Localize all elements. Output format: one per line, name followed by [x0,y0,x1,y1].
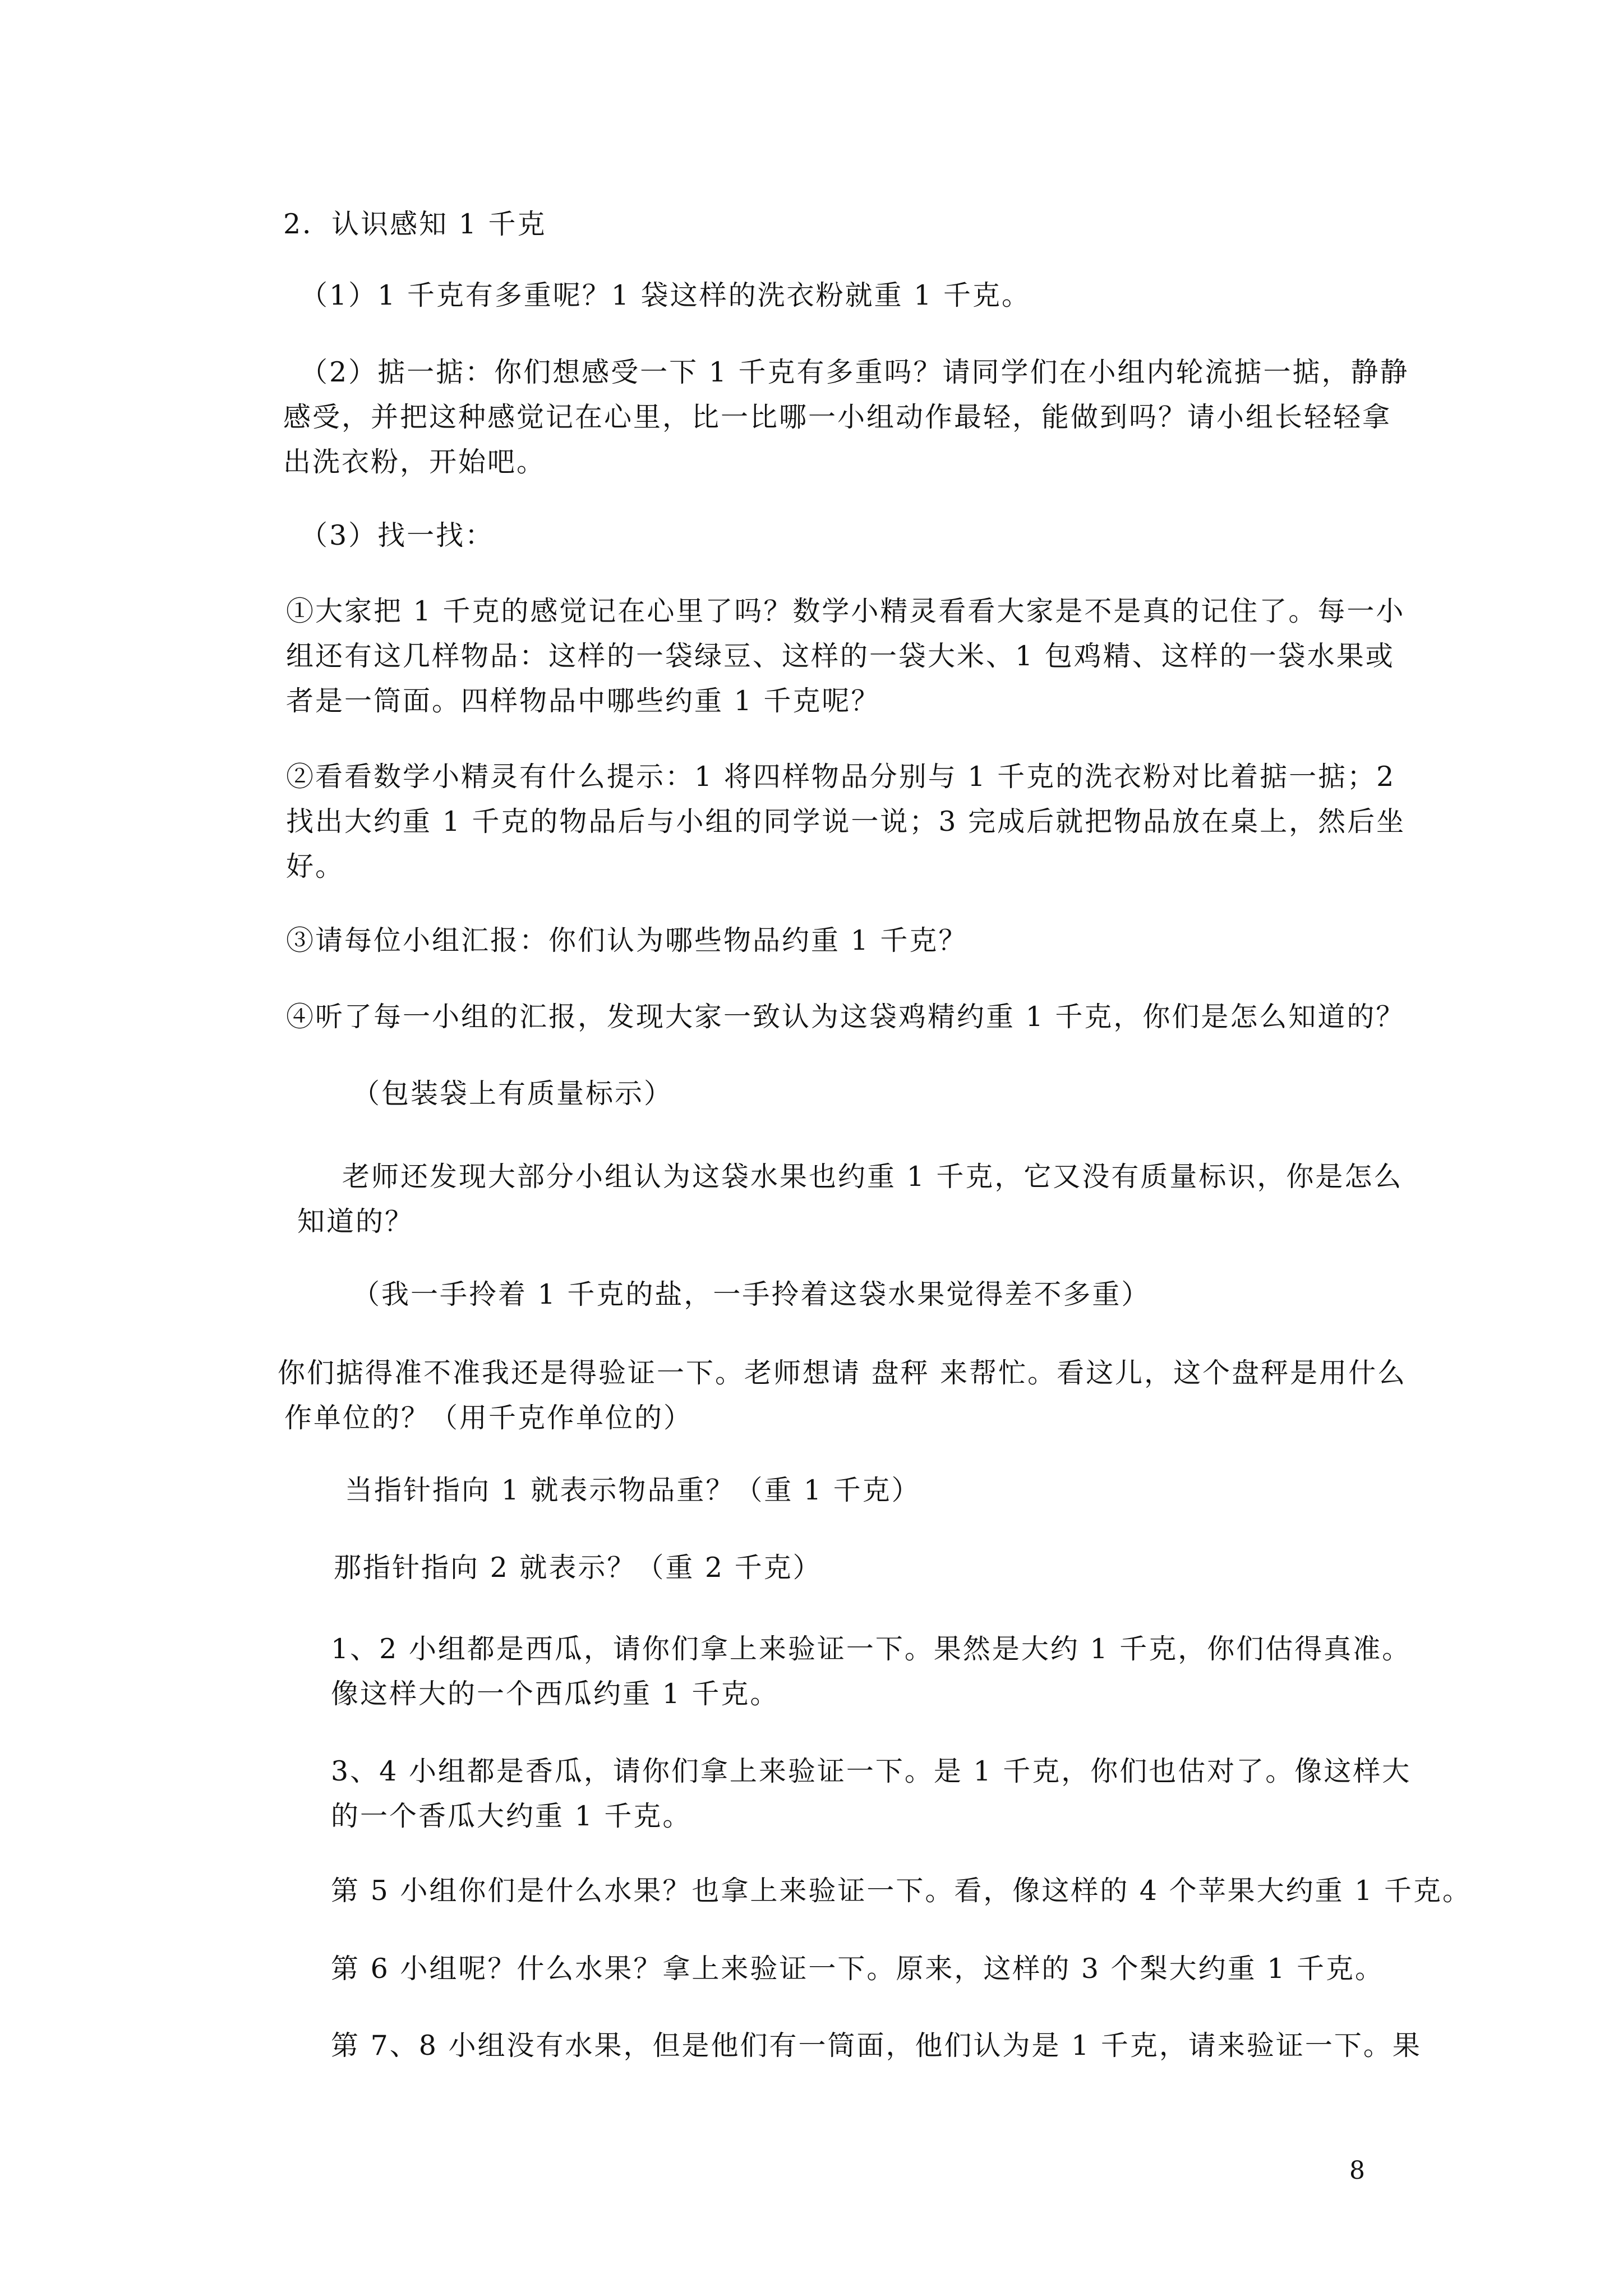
paragraph [286,589,1405,724]
text-line: 知道的？ [297,1205,414,1237]
paragraph [286,918,967,963]
text-line: ②看看数学小精灵有什么提示：1 将四样物品分别与 1 千克的洗衣粉对比着掂一掂；2 [286,761,1396,793]
paragraph [352,1071,673,1116]
text-line: 组还有这几样物品：这样的一袋绿豆、这样的一袋大米、1 包鸡精、这样的一袋水果或 [286,640,1395,672]
paragraph [334,1545,822,1590]
paragraph [300,513,494,558]
text-line: （包装袋上有质量标示） [352,1078,674,1110]
text-line: 3、4 小组都是香瓜，请你们拿上来验证一下。是 1 千克，你们也估对了。像这样大 [331,1755,1412,1787]
text-line: 你们掂得准不准我还是得验证一下。老师想请 盘秤 来帮忙。看这儿，这个盘秤是用什么 [278,1357,1407,1389]
paragraph [278,1351,1407,1441]
paragraph [331,1947,1384,1991]
text-line: ④听了每一小组的汇报，发现大家一致认为这袋鸡精约重 1 千克，你们是怎么知道的？ [286,1001,1405,1033]
text-line: 者是一筒面。四样物品中哪些约重 1 千克呢？ [286,685,880,717]
text-line: 那指针指向 2 就表示？（重 2 千克） [334,1552,822,1584]
text-line: 第 7、8 小组没有水果，但是他们有一筒面，他们认为是 1 千克，请来验证一下。果 [331,2030,1422,2062]
text-line: 出洗衣粉，开始吧。 [283,446,546,478]
text-line: 1、2 小组都是西瓜，请你们拿上来验证一下。果然是大约 1 千克，你们估得真准。 [331,1633,1412,1665]
text-line: （3）找一找： [300,519,495,551]
text-line: ①大家把 1 千克的感觉记在心里了吗？数学小精灵看看大家是不是真的记住了。每一小 [286,595,1405,627]
text-line: （2）掂一掂：你们想感受一下 1 千克有多重吗？请同学们在小组内轮流掂一掂，静静 [300,356,1409,388]
paragraph [283,350,1409,485]
text-line: 2．认识感知 1 千克 [283,208,547,240]
text-line: 作单位的？（用千克作单位的） [284,1402,693,1434]
text-line: 感受，并把这种感觉记在心里，比一比哪一小组动作最轻，能做到吗？请小组长轻轻拿 [283,401,1392,433]
paragraph [352,1272,1150,1317]
text-line: 的一个香瓜大约重 1 千克。 [331,1800,692,1832]
section-heading [283,202,547,247]
page-number: 8 [1349,2156,1365,2185]
text-line: 当指针指向 1 就表示物品重？（重 1 千克） [345,1474,921,1506]
text-line: （我一手拎着 1 千克的盐，一手拎着这袋水果觉得差不多重） [352,1278,1151,1310]
paragraph [297,1154,1403,1244]
paragraph [331,1627,1411,1717]
text-line: 找出大约重 1 千克的物品后与小组的同学说一说；3 完成后就把物品放在桌上，然后坐 [286,806,1406,838]
paragraph [286,754,1405,889]
paragraph [331,2023,1422,2068]
text-line: 好。 [286,850,345,882]
text-line: （1）1 千克有多重呢？1 袋这样的洗衣粉就重 1 千克。 [300,279,1031,311]
text-line: ③请每位小组汇报：你们认为哪些物品约重 1 千克？ [286,924,968,956]
paragraph [286,995,1405,1039]
paragraph [331,1869,1472,1913]
paragraph [300,273,1031,318]
text-line: 像这样大的一个西瓜约重 1 千克。 [331,1678,780,1710]
text-line: 第 5 小组你们是什么水果？也拿上来验证一下。看，像这样的 4 个苹果大约重 1 千克。 [331,1875,1472,1907]
paragraph [345,1468,921,1513]
paragraph [331,1749,1411,1839]
text-line: 第 6 小组呢？什么水果？拿上来验证一下。原来，这样的 3 个梨大约重 1 千克。 [331,1953,1384,1985]
text-line: 老师还发现大部分小组认为这袋水果也约重 1 千克，它又没有质量标识，你是怎么 [342,1161,1403,1193]
